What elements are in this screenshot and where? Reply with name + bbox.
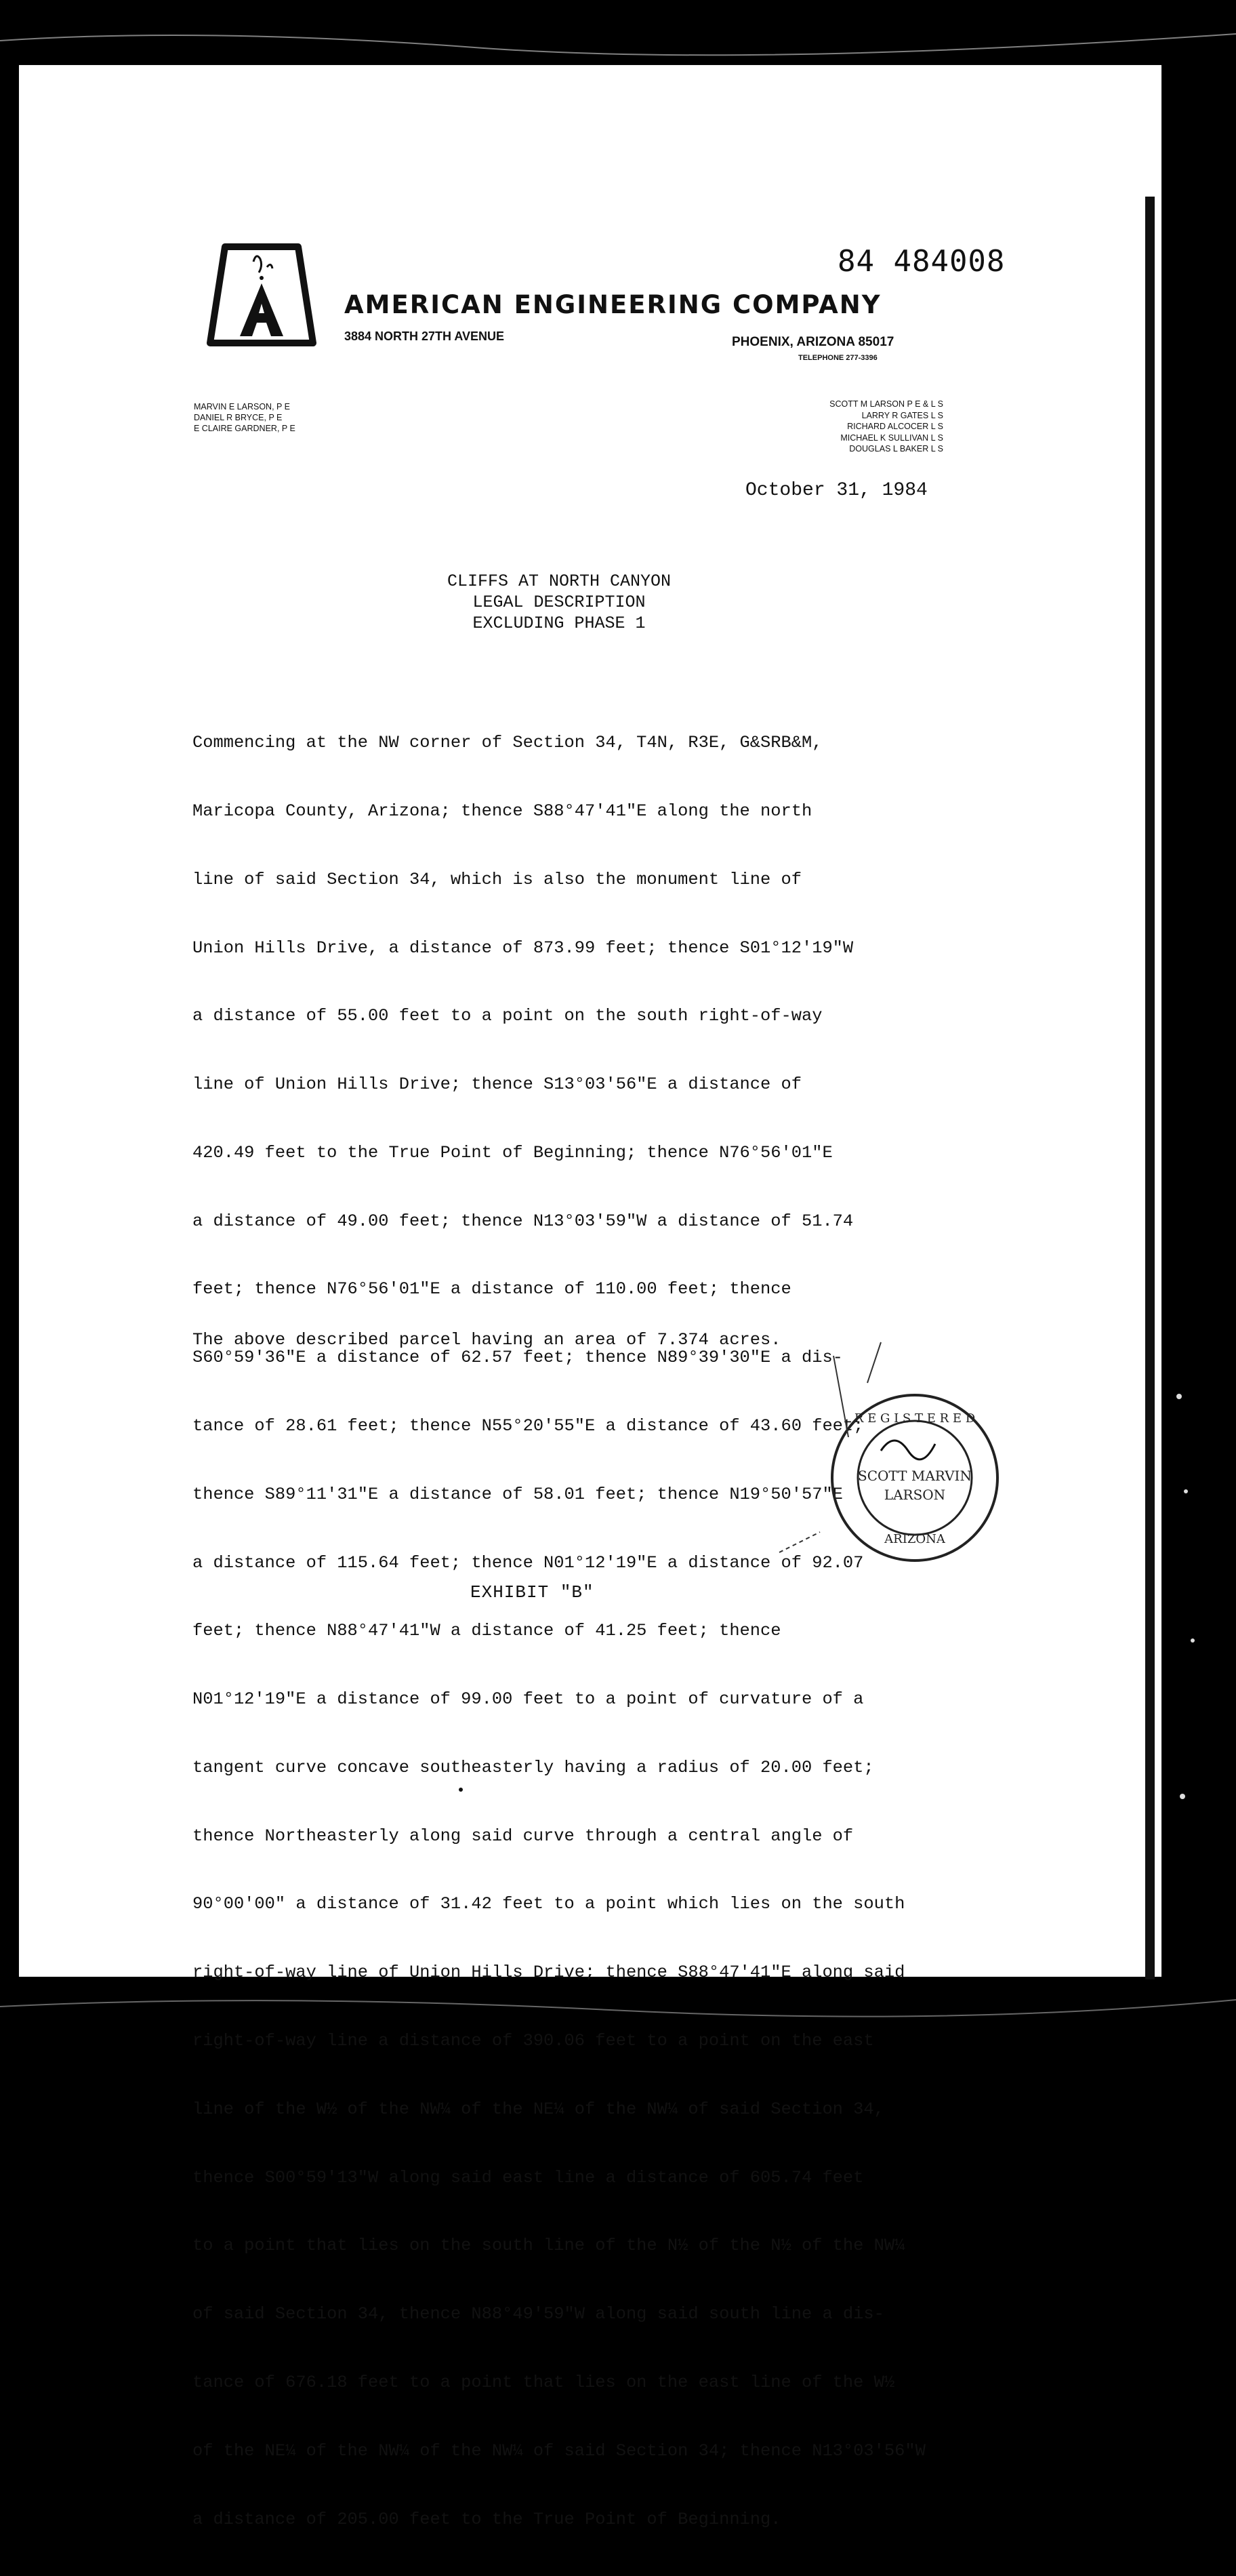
description-line: a distance of 115.64 feet; thence N01°12'19"E a distance of 92.07 [192, 1552, 864, 1573]
staff-list-left [194, 401, 295, 434]
document-title [379, 571, 739, 634]
description-line: feet; thence N88°47'41"W a distance of 41.25 feet; thence [192, 1621, 781, 1641]
staff-name: E CLAIRE GARDNER, P E [194, 424, 295, 433]
title-line: EXCLUDING PHASE 1 [472, 613, 646, 633]
description-line: of said Section 34, thence N88°49'59"W along said south line a dis- [192, 2304, 884, 2325]
staff-name: LARRY R GATES L S [861, 410, 943, 420]
description-line: S60°59'36"E a distance of 62.57 feet; thence N89°39'30"E a dis- [192, 1348, 843, 1368]
letter-date: October 31, 1984 [745, 480, 928, 501]
title-line: LEGAL DESCRIPTION [472, 592, 646, 612]
description-line: 420.49 feet to the True Point of Beginning; thence N76°56'01"E [192, 1142, 833, 1163]
description-line: to a point that lies on the south line of the N½ of the N½ of the NW¼ [192, 2236, 905, 2256]
description-line: tance of 676.18 feet to a point that lies on the east line of the W½ [192, 2372, 895, 2392]
description-line: N01°12'19"E a distance of 99.00 feet to a point of curvature of a [192, 1689, 864, 1710]
document-number: 84 484008 [838, 244, 1006, 279]
street-address: 3884 NORTH 27TH AVENUE [344, 329, 505, 343]
exhibit-label: EXHIBIT "B" [470, 1582, 594, 1603]
description-line: a distance of 49.00 feet; thence N13°03'59"W a distance of 51.74 [192, 1211, 854, 1231]
area-statement: The above described parcel having an area of 7.374 acres. [192, 1330, 781, 1350]
city-state-zip: PHOENIX, ARIZONA 85017 [732, 335, 894, 349]
description-line: tance of 28.61 feet; thence N55°20'55"E a distance of 43.60 feet; [192, 1416, 864, 1436]
description-line: Commencing at the NW corner of Section 34, T4N, R3E, G&SRB&M, [192, 733, 823, 753]
staff-name: DOUGLAS L BAKER L S [849, 444, 943, 454]
description-line: a distance of 205.00 feet to the True Point of Beginning. [192, 2509, 781, 2529]
description-line: 90°00'00" a distance of 31.42 feet to a point which lies on the south [192, 1894, 905, 1914]
svg-text:SCOTT MARVIN: SCOTT MARVIN [858, 1468, 972, 1484]
description-line: thence S00°59'13"W along said east line a distance of 605.74 feet [192, 2167, 864, 2188]
description-line: feet; thence N76°56'01"E a distance of 110.00 feet; thence [192, 1279, 791, 1300]
telephone: TELEPHONE 277-3396 [798, 354, 878, 362]
description-line: Maricopa County, Arizona; thence S88°47'41"E along the north [192, 801, 812, 821]
scan-edge-artifact [1145, 197, 1155, 1979]
description-line: thence Northeasterly along said curve through a central angle of [192, 1826, 854, 1846]
svg-text:LARSON: LARSON [884, 1487, 946, 1503]
staff-name: MICHAEL K SULLIVAN L S [840, 432, 943, 443]
company-logo-icon [205, 241, 318, 350]
staff-name: DANIEL R BRYCE, P E [194, 413, 283, 422]
staff-list-right [829, 399, 943, 455]
title-line: CLIFFS AT NORTH CANYON [447, 571, 672, 591]
staff-name: RICHARD ALCOCER L S [847, 422, 943, 431]
description-line: a distance of 55.00 feet to a point on the south right-of-way [192, 1006, 823, 1026]
company-name: AMERICAN ENGINEERING COMPANY [344, 290, 882, 319]
description-line: line of the W½ of the NW¼ of the NE¼ of the NW¼ of said Section 34, [192, 2099, 884, 2119]
staff-name: SCOTT M LARSON P E & L S [829, 399, 943, 409]
description-line: right-of-way line of Union Hills Drive; thence S88°47'41"E along said [192, 1963, 905, 1983]
description-line: line of said Section 34, which is also the monument line of [192, 869, 802, 889]
svg-text:ARIZONA: ARIZONA [884, 1532, 945, 1546]
description-line: line of Union Hills Drive; thence S13°03'56"E a distance of [192, 1074, 802, 1095]
svg-text:R E G I S T E R E D: R E G I S T E R E D [854, 1411, 976, 1426]
description-line: Union Hills Drive, a distance of 873.99 feet; thence S01°12'19"W [192, 938, 854, 958]
legal-description [192, 686, 992, 2576]
description-line: right-of-way line a distance of 390.06 feet to a point on the east [192, 2031, 874, 2051]
description-line: of the NE¼ of the NW¼ of the NW¼ of said Section 34; thence N13°03'56"W [192, 2440, 926, 2461]
description-line: tangent curve concave southeasterly having a radius of 20.00 feet; [192, 1757, 874, 1777]
staff-name: MARVIN E LARSON, P E [194, 402, 290, 411]
description-line: thence S89°11'31"E a distance of 58.01 feet; thence N19°50'57"E [192, 1484, 843, 1504]
surveyor-seal-icon [766, 1342, 1037, 1600]
